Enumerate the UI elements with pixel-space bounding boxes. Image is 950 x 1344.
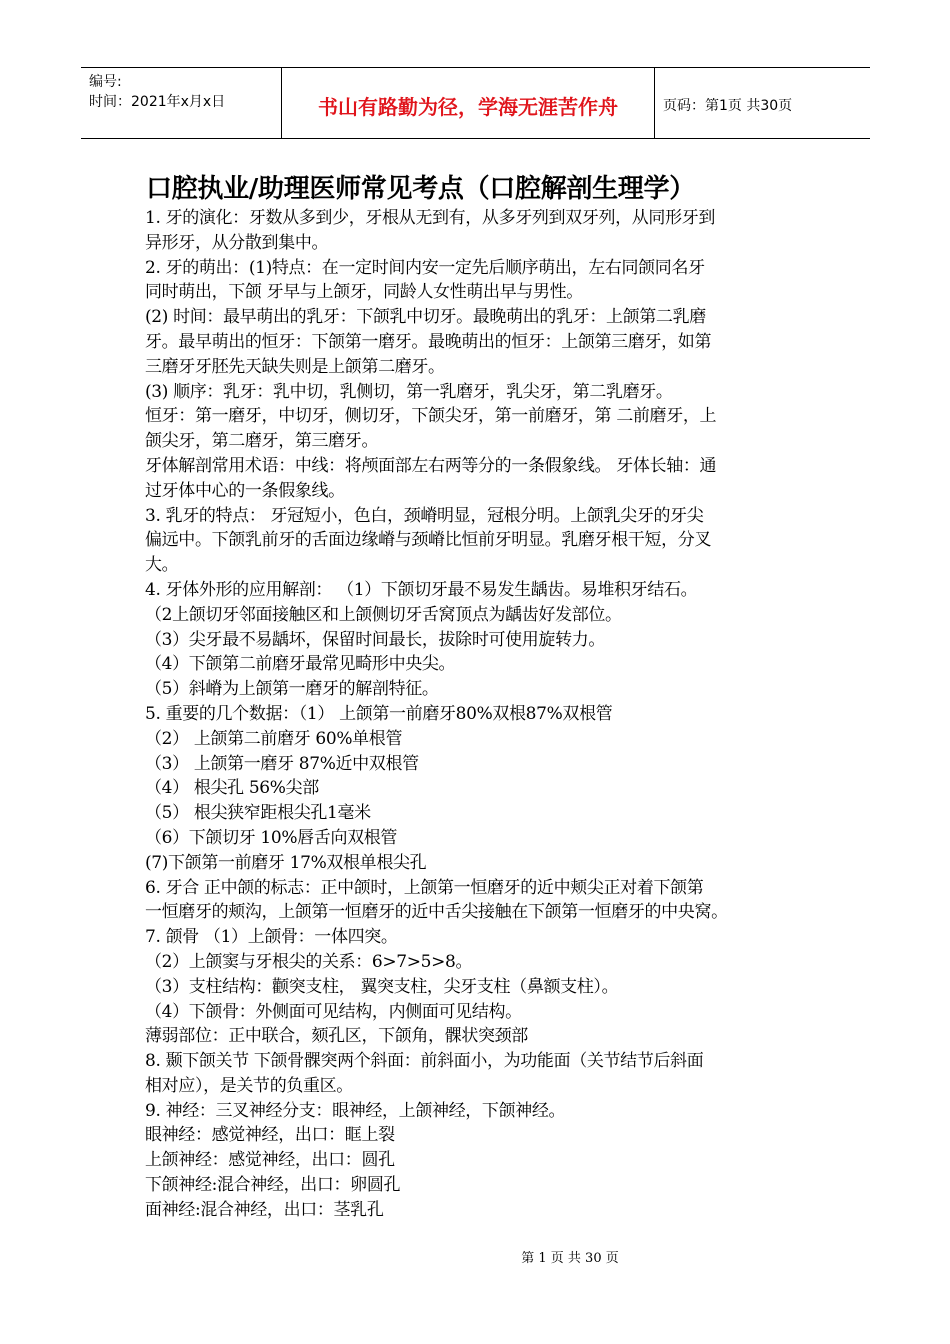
- document-date: 时间：2021年x月x日: [89, 94, 226, 110]
- header-motto-cell: [282, 68, 655, 138]
- body-line: 恒牙：第一磨牙，中切牙，侧切牙，下颌尖牙，第一前磨牙，第 二前磨牙，上: [145, 406, 717, 427]
- body-line: （3） 上颌第一磨牙 87%近中双根管: [145, 753, 419, 774]
- body-line: 同时萌出，下颌 牙早与上颌牙，同龄人女性萌出早与男性。: [145, 282, 583, 303]
- body-line: 眼神经：感觉神经，出口：眶上裂: [145, 1125, 395, 1146]
- header-page-cell: [655, 68, 870, 138]
- body-line: 8. 颞下颌关节 下颌骨髁突两个斜面：前斜面小，为功能面（关节结节后斜面: [145, 1051, 704, 1072]
- body-line: 薄弱部位：正中联合，颏孔区，下颌角，髁状突颈部: [145, 1026, 528, 1047]
- body-line: 3. 乳牙的特点： 牙冠短小，色白，颈嵴明显，冠根分明。上颌乳尖牙的牙尖: [145, 505, 704, 526]
- body-line: 7. 颌骨 （1）上颌骨：一体四突。: [145, 927, 398, 948]
- document-number-label: 编号:: [89, 74, 122, 90]
- body-line: （4） 根尖孔 56%尖部: [145, 778, 319, 799]
- body-line: （3）支柱结构：颧突支柱， 翼突支柱，尖牙支柱（鼻额支柱）。: [145, 976, 619, 997]
- body-line: 1. 牙的演化：牙数从多到少，牙根从无到有，从多牙列到双牙列，从同形牙到: [145, 208, 716, 228]
- body-line: 大。: [145, 555, 179, 576]
- body-line: （4）下颌骨：外侧面可见结构，内侧面可见结构。: [145, 1001, 522, 1022]
- body-line: 面神经:混合神经，出口：茎乳孔: [145, 1199, 384, 1220]
- body-line: 牙体解剖常用术语：中线：将颅面部左右两等分的一条假象线。 牙体长轴：通: [145, 455, 717, 476]
- body-line: （2） 上颌第二前磨牙 60%单根管: [145, 728, 403, 749]
- header-meta-cell: [81, 68, 282, 138]
- page-header: [81, 67, 870, 139]
- body-line: 9. 神经：三叉神经分支：眼神经，上颌神经，下颌神经。: [145, 1100, 566, 1121]
- body-line: 牙。最早萌出的恒牙：下颌第一磨牙。最晚萌出的恒牙：上颌第三磨牙，如第: [145, 331, 712, 352]
- body-line: 偏远中。下颌乳前牙的舌面边缘嵴与颈嵴比恒前牙明显。乳磨牙根干短，分叉: [145, 530, 712, 551]
- document-body: [145, 206, 810, 1223]
- header-motto: 书山有路勤为径，学海无涯苦作舟: [318, 94, 618, 119]
- body-line: 一恒磨牙的颊沟，上颌第一恒磨牙的近中舌尖接触在下颌第一恒磨牙的中央窝。: [145, 902, 728, 923]
- body-line: （3）尖牙最不易龋坏，保留时间最长，拔除时可使用旋转力。: [145, 629, 606, 650]
- body-line: （5） 根尖狭窄距根尖孔1毫米: [145, 803, 371, 824]
- body-line: 2. 牙的萌出：(1)特点：在一定时间内安一定先后顺序萌出，左右同颌同名牙: [145, 257, 705, 278]
- body-line: 5. 重要的几个数据：（1） 上颌第一前磨牙80%双根87%双根管: [145, 703, 613, 724]
- body-line: （2）上颌窦与牙根尖的关系：6>7>5>8。: [145, 951, 473, 972]
- body-line: 上颌神经：感觉神经，出口：圆孔: [145, 1150, 395, 1171]
- body-line: 6. 牙合 正中颌的标志：正中颌时，上颌第一恒磨牙的近中颊尖正对着下颌第: [145, 877, 704, 898]
- body-line: (3) 顺序：乳牙：乳中切，乳侧切，第一乳磨牙，乳尖牙，第二乳磨牙。: [145, 381, 673, 402]
- body-line: 4. 牙体外形的应用解剖： （1）下颌切牙最不易发生龋齿。易堆积牙结石。: [145, 579, 698, 600]
- header-page-info: 页码：第1页 共30页: [663, 98, 793, 114]
- body-line: 颌尖牙，第二磨牙，第三磨牙。: [145, 431, 379, 452]
- page-footer: 第 1 页 共 30 页: [521, 1251, 619, 1266]
- body-line: (7)下颌第一前磨牙 17%双根单根尖孔: [145, 852, 427, 873]
- body-line: （4）下颌第二前磨牙最常见畸形中央尖。: [145, 654, 456, 675]
- body-line: （2上颌切牙邻面接触区和上颌侧切牙舌窝顶点为龋齿好发部位。: [145, 604, 622, 625]
- body-line: (2) 时间：最早萌出的乳牙：下颌乳中切牙。最晚萌出的乳牙：上颌第二乳磨: [145, 307, 706, 328]
- body-line: （6）下颌切牙 10%唇舌向双根管: [145, 827, 398, 848]
- body-line: 异形牙，从分散到集中。: [145, 232, 329, 253]
- body-line: 三磨牙牙胚先天缺失则是上颌第二磨牙。: [145, 356, 445, 377]
- body-line: （5）斜嵴为上颌第一磨牙的解剖特征。: [145, 679, 439, 700]
- body-line: 过牙体中心的一条假象线。: [145, 480, 345, 501]
- document-title: 口腔执业/助理医师常见考点（口腔解剖生理学）: [146, 174, 695, 204]
- body-line: 相对应），是关节的负重区。: [145, 1075, 353, 1096]
- body-line: 下颌神经:混合神经，出口：卵圆孔: [145, 1175, 401, 1196]
